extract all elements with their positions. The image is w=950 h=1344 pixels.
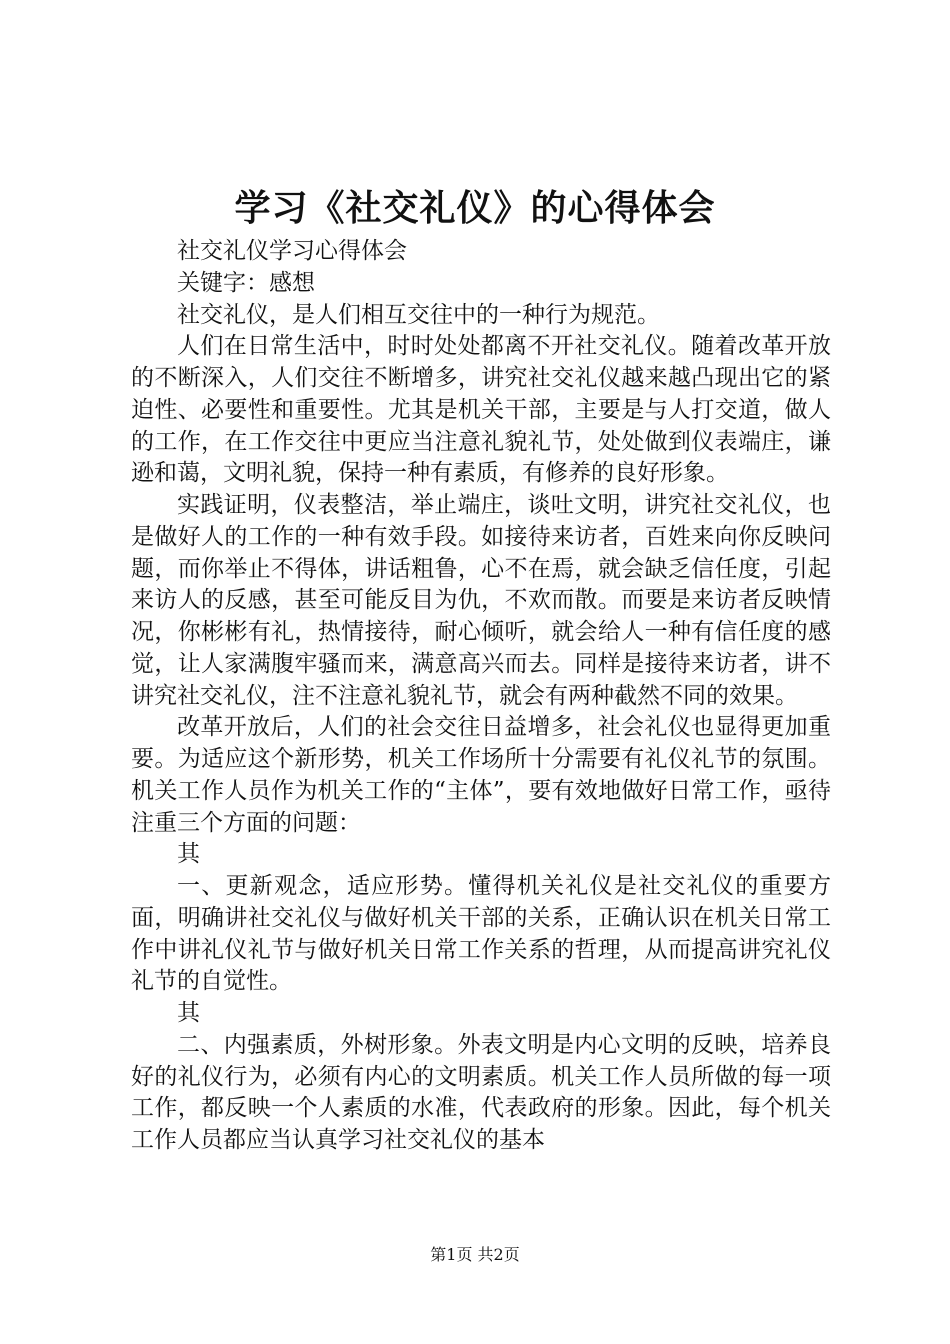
paragraph-subtitle: 社交礼仪学习心得体会	[177, 238, 407, 264]
document-body	[131, 236, 831, 1157]
paragraph-keywords: 关键字：感想	[177, 269, 315, 296]
paragraph: 改革开放后，人们的社会交往日益增多，社会礼仪也显得更加重要。为适应这个新形势，机关工作场所十分需要有礼仪礼节的氛围。机关工作人员作为机关工作的“主体”，要有效地做好日常工作，亟待注重三个方面的问题：	[131, 714, 831, 836]
paragraph: 二、内强素质，外树形象。外表文明是内心文明的反映，培养良好的礼仪行为，必须有内心的文明素质。机关工作人员所做的每一项工作，都反映一个人素质的水准，代表政府的形象。因此，每个机关工作人员都应当认真学习社交礼仪的基本	[131, 1031, 831, 1153]
paragraph: 其	[177, 1000, 200, 1026]
document-title: 学习《社交礼仪》的心得体会	[234, 187, 716, 229]
paragraph: 社交礼仪，是人们相互交往中的一种行为规范。	[177, 301, 660, 328]
paragraph: 实践证明，仪表整洁，举止端庄，谈吐文明，讲究社交礼仪，也是做好人的工作的一种有效手段。如接待来访者，百姓来向你反映问题，而你举止不得体，讲话粗鲁，心不在焉，就会缺乏信任度，引起来访人的反感，甚至可能反目为仇，不欢而散。而要是来访者反映情况，你彬彬有礼，热情接待，耐心倾听，就会给人一种有信任度的感觉，让人家满腹牢骚而来，满意高兴而去。同样是接待来访者，讲不讲究社交礼仪，注不注意礼貌礼节，就会有两种截然不同的效果。	[131, 492, 831, 709]
page-footer: 第1页 共2页	[430, 1245, 520, 1264]
paragraph: 其	[177, 841, 200, 868]
paragraph: 一、更新观念，适应形势。懂得机关礼仪是社交礼仪的重要方面，明确讲社交礼仪与做好机关干部的关系，正确认识在机关日常工作中讲礼仪礼节与做好机关日常工作关系的哲理，从而提高讲究礼仪礼节的自觉性。	[131, 873, 831, 995]
paragraph: 人们在日常生活中，时时处处都离不开社交礼仪。随着改革开放的不断深入，人们交往不断增多，讲究社交礼仪越来越凸现出它的紧迫性、必要性和重要性。尤其是机关干部，主要是与人打交道，做人的工作，在工作交往中更应当注意礼貌礼节，处处做到仪表端庄，谦逊和蔼，文明礼貌，保持一种有素质，有修养的良好形象。	[131, 333, 831, 487]
